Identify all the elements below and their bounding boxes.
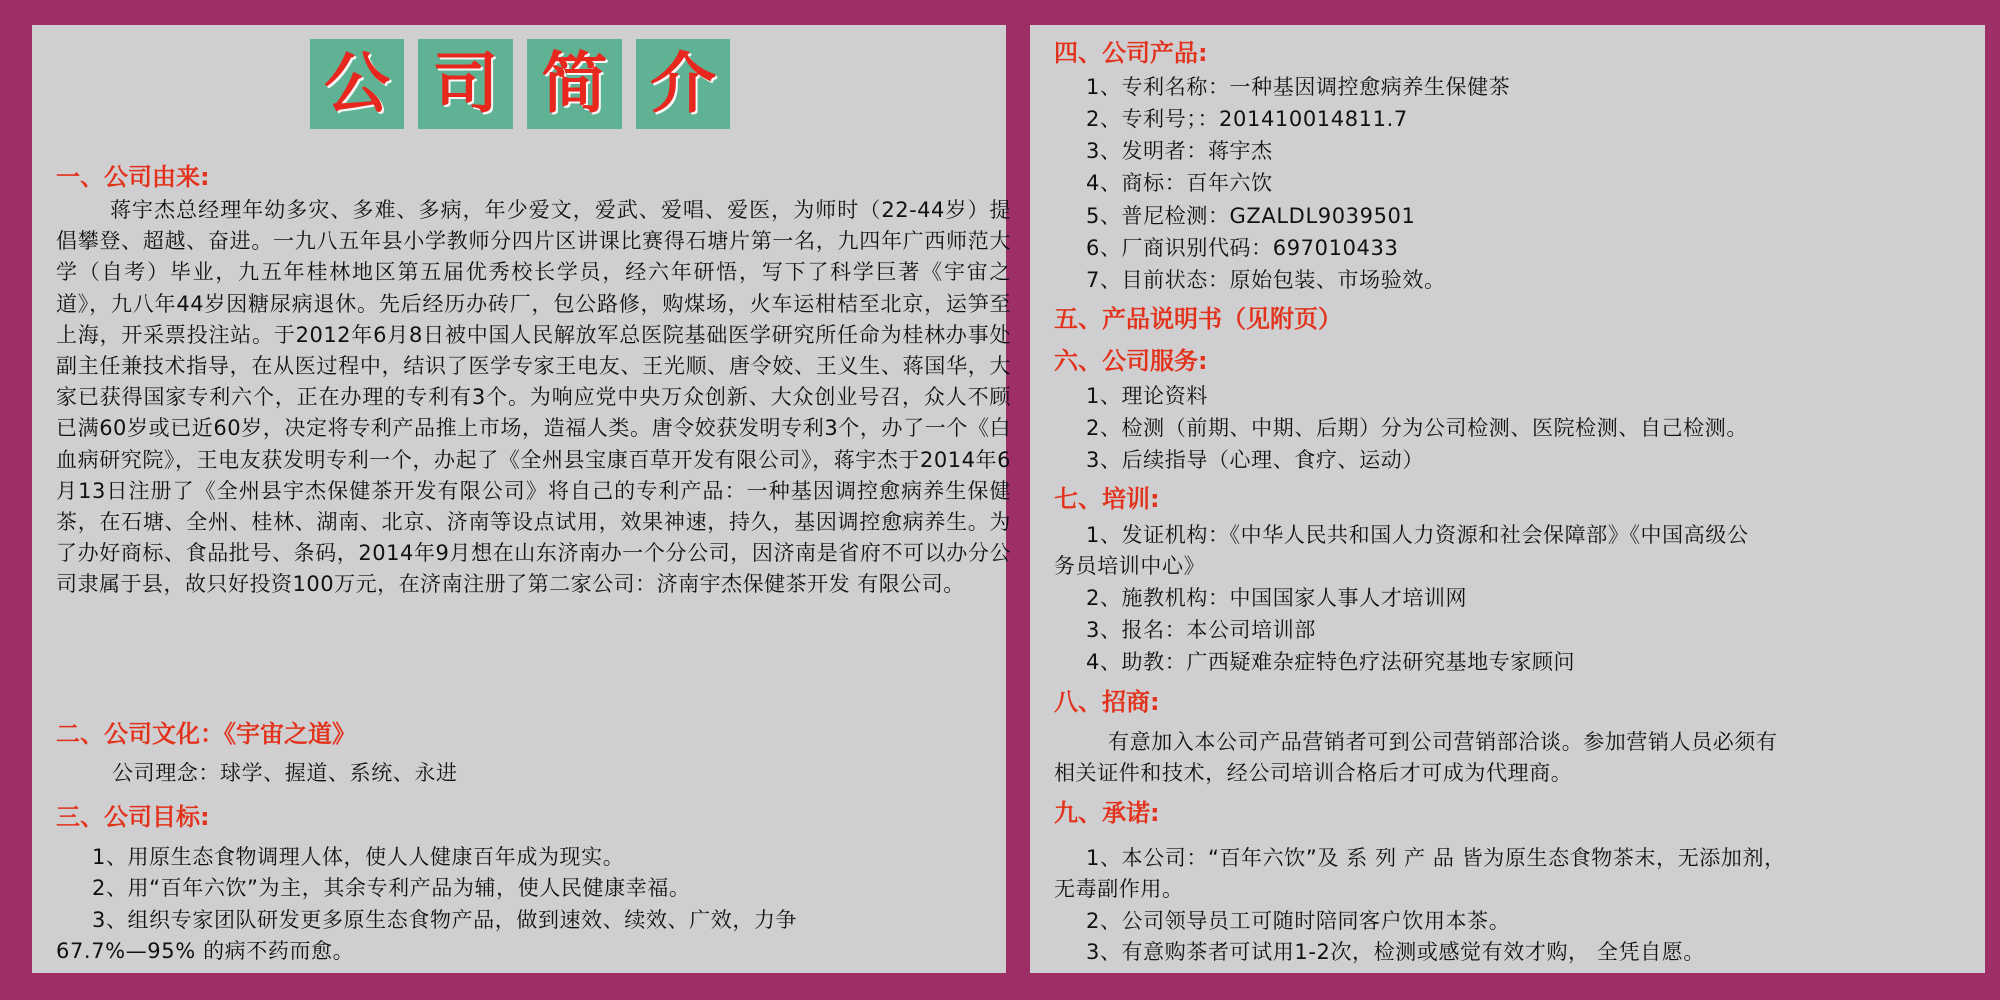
section-heading-services: 六、公司服务: bbox=[1054, 347, 1208, 375]
section-heading-promise: 九、承诺: bbox=[1054, 799, 1160, 827]
training-item-continued: 务员培训中心》 bbox=[1054, 554, 1206, 578]
promise-item: 2、公司领导员工可随时陪同客户饮用本茶。 bbox=[1086, 909, 1511, 933]
title-char: 公 bbox=[310, 39, 404, 129]
section-heading-manual: 五、产品说明书（见附页） bbox=[1054, 305, 1342, 333]
service-item: 3、后续指导（心理、食疗、运动） bbox=[1086, 448, 1424, 472]
section-heading-recruitment: 八、招商: bbox=[1054, 688, 1160, 716]
training-item: 4、助教：广西疑难杂症特色疗法研究基地专家顾问 bbox=[1086, 650, 1576, 674]
promise-item: 3、有意购茶者可试用1-2次，检测或感觉有效才购， 全凭自愿。 bbox=[1086, 940, 1705, 964]
service-item: 1、理论资料 bbox=[1086, 384, 1208, 408]
product-item: 3、发明者：蒋宇杰 bbox=[1086, 139, 1273, 163]
recruitment-text: 有意加入本公司产品营销者可到公司营销部洽谈。参加营销人员必须有 bbox=[1108, 730, 1778, 754]
title-char: 介 bbox=[636, 39, 730, 129]
left-panel bbox=[32, 25, 1011, 973]
goal-item: 2、用“百年六饮”为主，其余专利产品为辅，使人民健康幸福。 bbox=[92, 876, 691, 900]
product-item: 7、目前状态：原始包装、市场验效。 bbox=[1086, 268, 1446, 292]
training-item: 3、报名：本公司培训部 bbox=[1086, 618, 1316, 642]
title-char: 司 bbox=[418, 39, 513, 129]
product-item: 2、专利号；：201410014811.7 bbox=[1086, 107, 1408, 131]
goal-item-continued: 67.7%—95% 的病不药而愈。 bbox=[56, 939, 355, 963]
recruitment-text-continued: 相关证件和技术，经公司培训合格后才可成为代理商。 bbox=[1054, 761, 1573, 785]
section-heading-goals: 三、公司目标: bbox=[56, 803, 210, 831]
training-item: 1、发证机构：《中华人民共和国人力资源和社会保障部》《中国高级公 bbox=[1086, 523, 1749, 547]
origin-paragraph: 蒋宇杰总经理年幼多灾、多难、多病，年少爱文，爱武、爱唱、爱医，为师时（22-44岁）提倡攀登、超越、奋进。一九八五年县小学教师分四片区讲课比赛得石塘片第一名，九四年广西师范大学（自考）毕业，九五年桂林地区第五届优秀校长学员，经六年研悟，写下了科学巨著《宇宙之道》，九八年44岁因糖尿病退休。先后经历办砖厂，包公路修，购煤场，火车运柑桔至北京，运笋至上海，开采票投注站。于2012年6月8日被中国人民解放军总医院基础医学研究所任命为桂林办事处副主任兼技术指导，在从医过程中，结识了医学专家王电友、王光顺、唐令姣、王义生、蒋国华，大家已获得国家专利六个，正在办理的专利有3个。为响应党中央万众创新、大众创业号召，众人不顾已满60岁或已近60岁，决定将专利产品推上市场，造福人类。唐令姣获发明专利3个，办了一个《白血病研究院》，王电友获发明专利一个，办起了《全州县宝康百草开发有限公司》，蒋宇杰于2014年6月13日注册了《全州县宇杰保健茶开发有限公司》将自己的专利产品：一种基因调控愈病养生保健茶，在石塘、全州、桂林、湖南、北京、济南等设点试用，效果神速，持久，基因调控愈病养生。为了办好商标、食品批号、条码，2014年9月想在山东济南办一个分公司，因济南是省府不可以办分公司隶属于县，故只好投资100万元，在济南注册了第二家公司：济南宇杰保健茶开发 有限公司。 bbox=[56, 198, 1011, 597]
right-panel bbox=[1030, 25, 1985, 973]
culture-philosophy: 公司理念：球学、握道、系统、永进 bbox=[112, 761, 458, 785]
product-item: 6、厂商识别代码：697010433 bbox=[1086, 236, 1399, 260]
promise-item-continued: 无毒副作用。 bbox=[1054, 877, 1184, 901]
section-heading-training: 七、培训: bbox=[1054, 485, 1160, 513]
promise-item: 1、本公司：“百年六饮”及 系 列 产 品 皆为原生态食物茶末，无添加剂， bbox=[1086, 846, 1786, 870]
product-item: 1、专利名称：一种基因调控愈病养生保健茶 bbox=[1086, 75, 1511, 99]
section-heading-culture: 二、公司文化：《宇宙之道》 bbox=[56, 720, 356, 748]
goal-item: 1、用原生态食物调理人体，使人人健康百年成为现实。 bbox=[92, 845, 625, 869]
service-item: 2、检测（前期、中期、后期）分为公司检测、医院检测、自己检测。 bbox=[1086, 416, 1748, 440]
goal-item: 3、组织专家团队研发更多原生态食物产品，做到速效、续效、广效，力争 bbox=[92, 908, 798, 932]
section-heading-origin: 一、公司由来: bbox=[56, 163, 210, 191]
product-item: 5、普尼检测：GZALDL9039501 bbox=[1086, 204, 1416, 228]
product-item: 4、商标：百年六饮 bbox=[1086, 171, 1273, 195]
page-title bbox=[310, 39, 730, 129]
training-item: 2、施教机构：中国国家人事人才培训网 bbox=[1086, 586, 1468, 610]
title-char: 简 bbox=[527, 39, 622, 129]
section-heading-products: 四、公司产品: bbox=[1054, 39, 1208, 67]
